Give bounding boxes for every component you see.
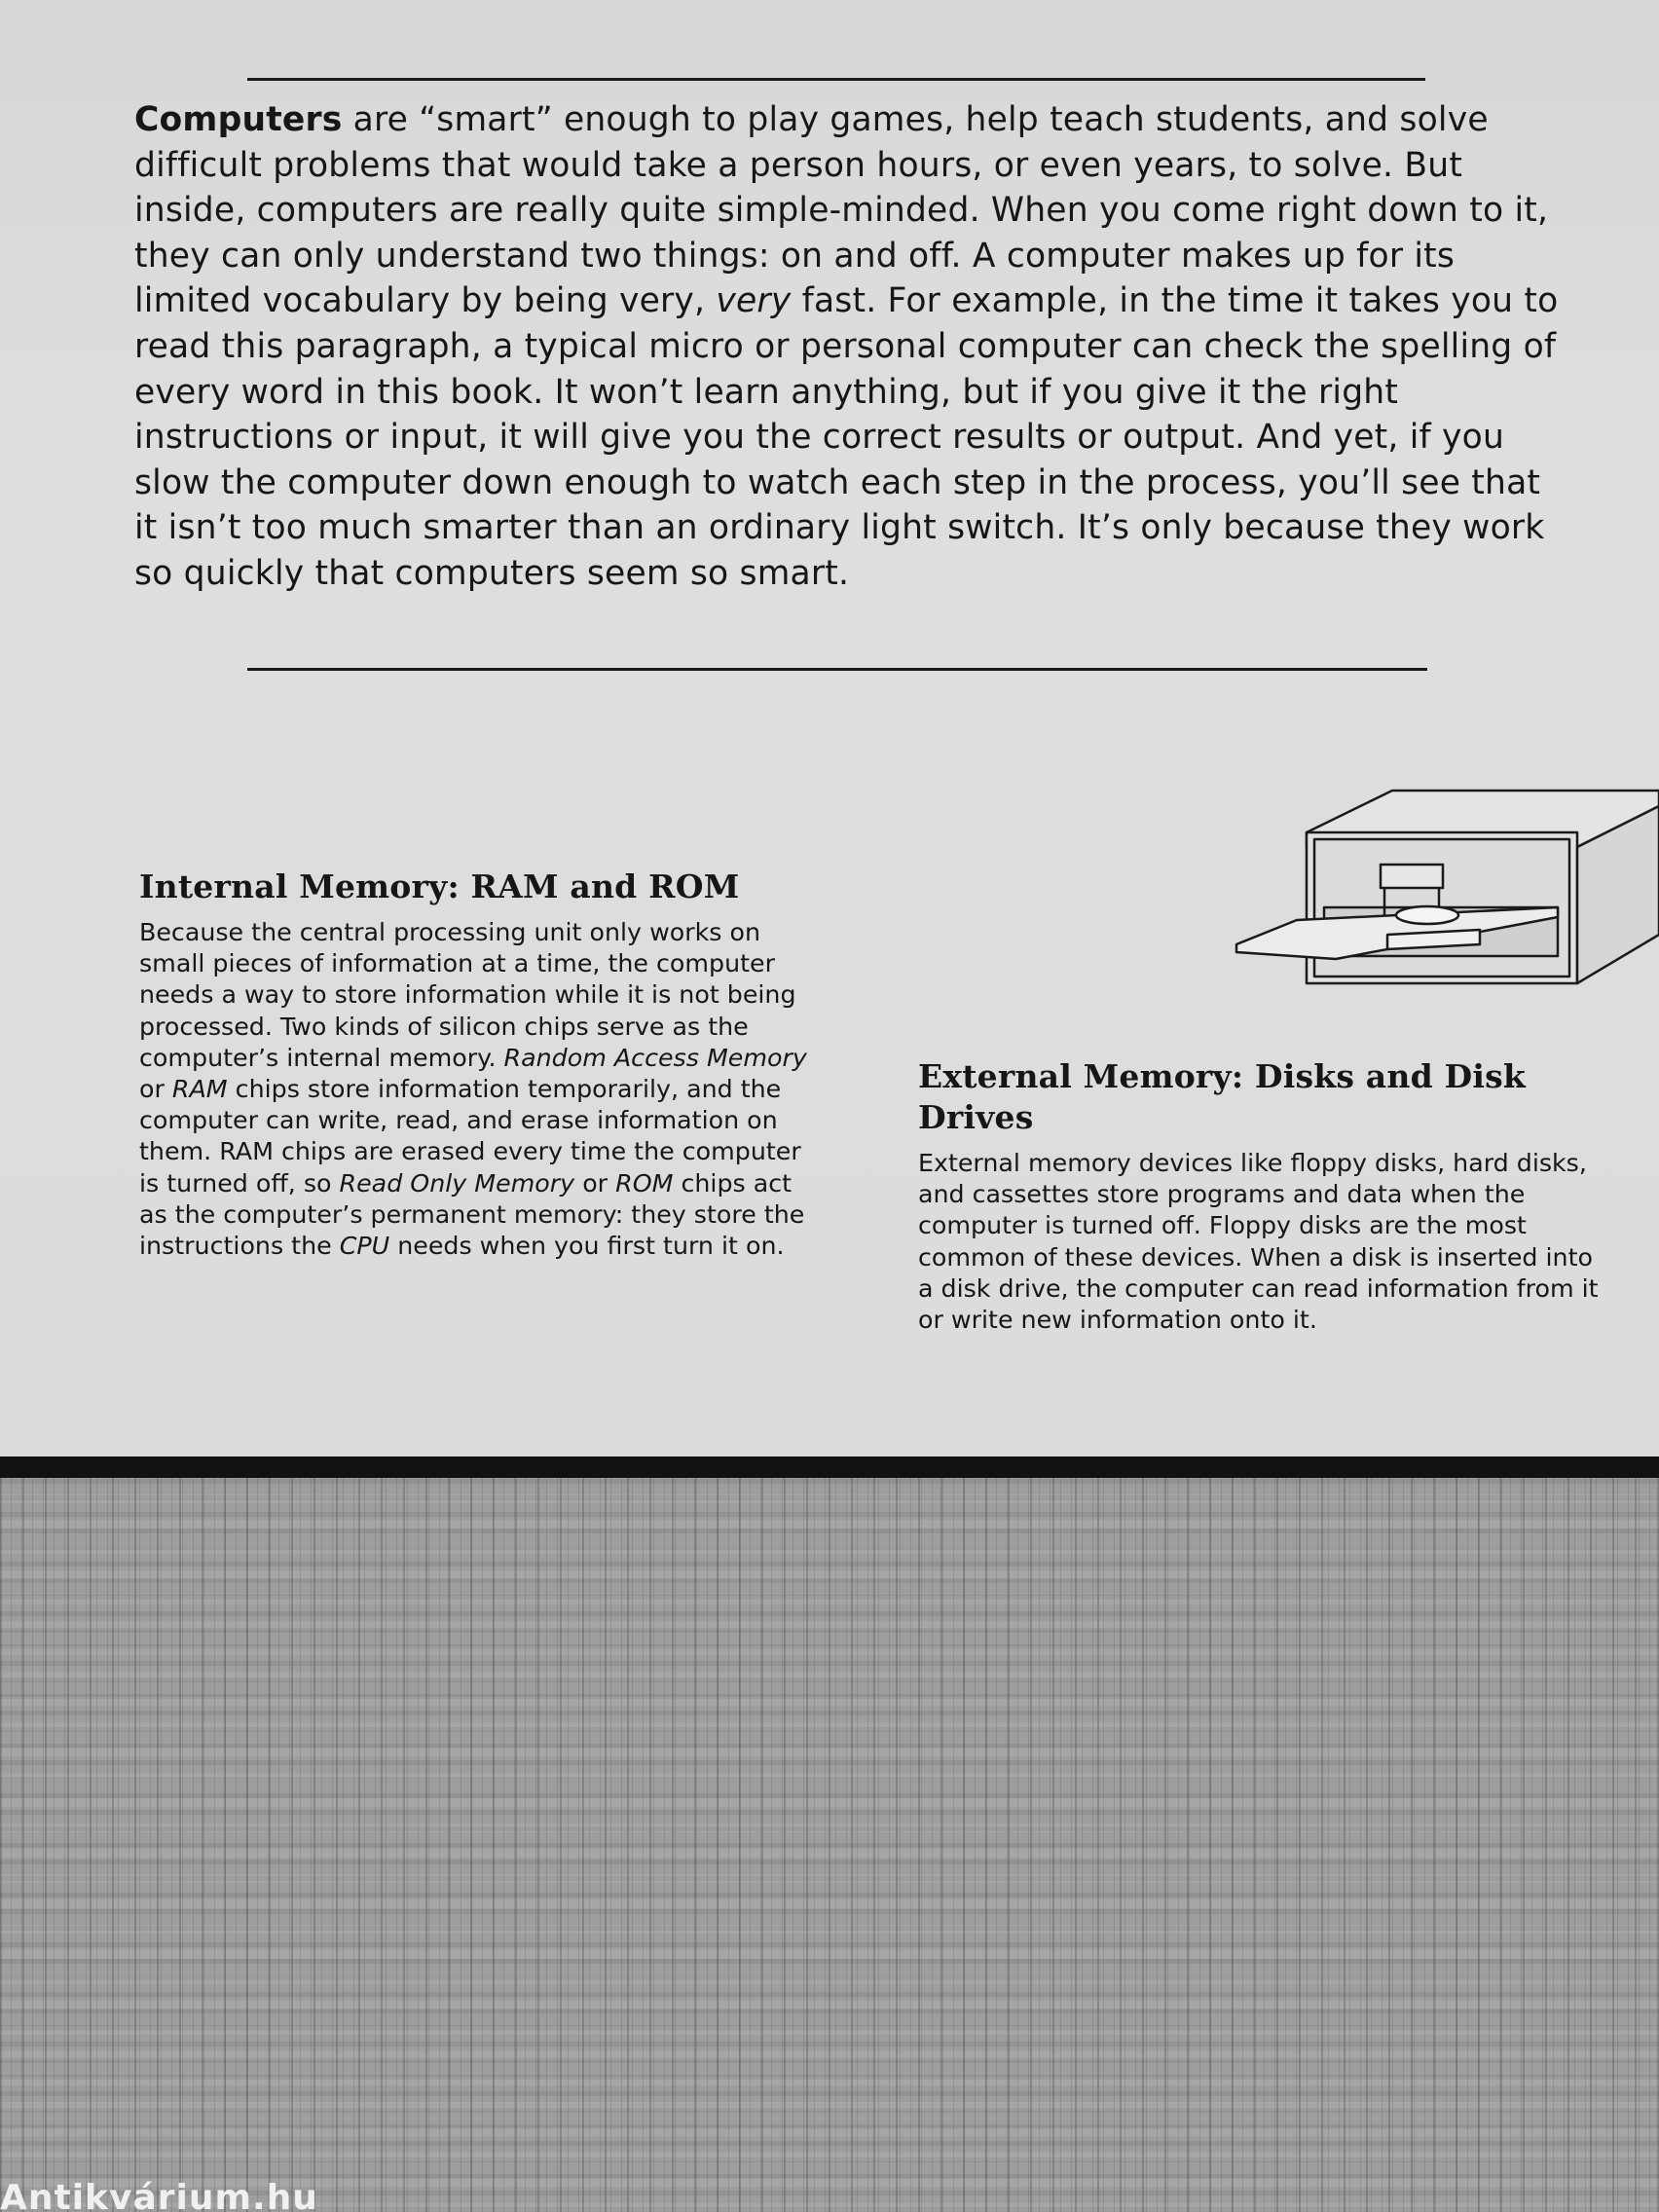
internal-text-6: needs when you first turn it on. xyxy=(389,1232,785,1261)
watermark-text: Antikvárium.hu xyxy=(0,2178,318,2212)
internal-italic-2: RAM xyxy=(171,1075,228,1104)
internal-italic-3: Read Only Memory xyxy=(339,1168,575,1198)
top-rule xyxy=(247,78,1425,81)
internal-text-3: chips store information temporarily, and the computer can write, read, and erase information on them. RAM chips are erased every time the computer is turned off, so xyxy=(139,1075,801,1198)
bottom-rule xyxy=(247,668,1427,671)
textured-background xyxy=(0,1470,1659,2212)
internal-memory-section xyxy=(139,866,821,1262)
internal-italic-5: CPU xyxy=(339,1232,390,1261)
internal-memory-body xyxy=(139,917,821,1262)
internal-italic-4: ROM xyxy=(615,1168,674,1198)
internal-text-1: Because the central processing unit only works on small pieces of information at a time, the computer needs a way to store information while it is not being processed. Two kinds of silicon chips serve as the computer’s internal memory. xyxy=(139,918,796,1072)
intro-paragraph xyxy=(134,97,1566,597)
external-memory-body: External memory devices like floppy disks, hard disks, and cassettes store programs and data when the computer is turned off. Floppy disks are the most common of these devices. When a disk is inserted into a disk drive, the computer can read information from it or write new information onto it. xyxy=(918,1149,1599,1335)
internal-memory-heading: Internal Memory: RAM and ROM xyxy=(139,867,740,905)
intro-lead-word: Computers xyxy=(134,100,343,139)
intro-text-part1: are “smart” enough to play games, help teach students, and solve difficult problems that would take a person hours, or even years, to solve. But inside, computers are really quite simple-minded. When you come right down to it, they can only understand two things: on and off. A computer makes up for its limited vocabulary by being very, xyxy=(134,100,1549,321)
external-memory-heading: External Memory: Disks and Disk Drives xyxy=(918,1057,1526,1136)
internal-text-4: or xyxy=(574,1168,616,1198)
internal-text-5: chips act as the computer’s permanent memory: they store the instructions the xyxy=(139,1168,805,1261)
internal-italic-1: Random Access Memory xyxy=(503,1043,807,1072)
external-memory-section xyxy=(918,1056,1600,1336)
disk-drive-icon xyxy=(1227,779,1659,1003)
intro-emphasis: very xyxy=(716,281,792,321)
internal-text-2: or xyxy=(139,1075,172,1104)
intro-text-part2: fast. For example, in the time it takes you to read this paragraph, a typical micro or personal computer can check the spelling of every word in this book. It won’t learn anything, but if you give it the right instructions or input, it will give you the correct results or output. And yet, if you slow the computer down enough to watch each step in the process, you’ll see that it isn’t too much smarter than an ordinary light switch. It’s only because they work so quickly that computers seem so smart. xyxy=(134,281,1559,593)
